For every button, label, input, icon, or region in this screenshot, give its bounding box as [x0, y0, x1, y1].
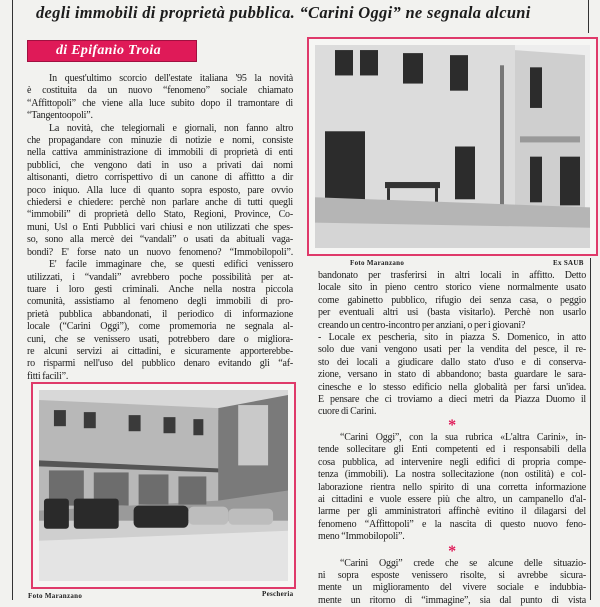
text-line: comunità, assistiamo al fenomeno degli immobili di pro-	[27, 296, 293, 308]
text-line: cuni, che se venissero usati, potrebbero dare o migliora-	[27, 333, 293, 345]
author-byline: di Epifanio Troia	[27, 40, 197, 62]
photo-credit-right: Foto Maranzano	[350, 259, 405, 267]
text-line: tende sollecitare gli Enti competenti ed i responsabili della	[318, 444, 586, 456]
text-line: muni, Usl o Enti Pubblici vari chiusi e non utilizzati che spes-	[27, 221, 293, 233]
text-line: fenomeno “Affittopoli” e la nascita di questo nuovo feno-	[318, 518, 586, 530]
right-article-column	[318, 270, 586, 607]
text-line: ro risparmi nell'uso del pubblico denaro evitando gli “af-	[27, 358, 293, 370]
right-rule-top	[588, 0, 589, 33]
text-line: so, sono alla mercè dei “vandali” o usati da abituali vaga-	[27, 234, 293, 246]
text-line: laborazione rientra nello spirito di una corretta informazione	[318, 481, 586, 493]
text-line: tenza (immobili). La nostra sollecitazione (non ostilità) e col-	[318, 469, 586, 481]
text-line: “Tangentoopoli”.	[27, 110, 93, 122]
photo-pescheria	[31, 382, 296, 589]
text-line: La novità, che telegiornali e giornali, non fanno altro	[49, 122, 293, 134]
text-line: E' facile immaginare che, se questi edifici venissero	[49, 259, 293, 271]
headline: degli immobili di proprietà pubblica. “Carini Oggi” ne segnala alcuni	[36, 3, 531, 22]
text-line: nella cattiva amministrazione di immobili di proprietà di enti	[27, 147, 293, 159]
text-line: prietà pubblica abbandonati, il periodico di informazione	[27, 308, 293, 320]
text-line: bondi? E' forse nato un nuovo fenomeno? “Immobilopoli”.	[27, 246, 293, 258]
text-line: re alcuni servizi ai cittadini, e sicuramente apporterebbe-	[27, 345, 293, 357]
text-line: poco iniquo. Alla luce di quanto sopra esposto, pare ovvio	[27, 184, 293, 196]
text-line: “Carini Oggi” crede che se alcune delle situazio-	[340, 557, 586, 569]
text-line: fitti facili”.	[27, 370, 69, 382]
text-line: utilizzati, i “vandali” avrebbero poche possibilità per at-	[27, 271, 293, 283]
text-line: cuore di Carini.	[318, 406, 377, 418]
asterisk-separator: *	[448, 542, 456, 560]
photo-caption-left: Pescheria	[262, 590, 294, 598]
photo-credit-left: Foto Maranzano	[28, 592, 83, 600]
text-line: “immobili” di proprietà dello Stato, Regioni, Province, Co-	[27, 209, 293, 221]
text-line: solo due vani vengono usati per la vendita del pesce, il re-	[318, 344, 586, 356]
text-line: locale (“Carini Oggi”), come promemoria ne segnala al-	[27, 321, 293, 333]
text-line: pubblici, che vengono dati in uso a privati dai nomi	[27, 159, 293, 171]
text-line: ni sopra esposte venissero risolte, si avrebbe sicura-	[318, 569, 586, 581]
asterisk-separator: *	[448, 416, 456, 434]
text-line: “Affittopoli” che viene alla luce subito dopo il tramontare di	[27, 97, 293, 109]
text-line: cosa pubblica, ad intervenire negli edifici di propria compe-	[318, 456, 586, 468]
paragraph-altra-carini	[318, 432, 586, 544]
text-line: zione, versano in stato di abbandono; basta guardare le sara-	[318, 369, 586, 381]
left-rule	[12, 0, 13, 600]
text-line: tuare i loro gesti criminali. Anche nella nostra piccola	[27, 283, 293, 295]
text-line: è costituita da un nuovo “fenomeno” sociale chiamato	[27, 85, 293, 97]
text-line: mente un ritorno di “immagine”, sia dal punto di vista	[318, 594, 586, 606]
text-line: In quest'ultimo scorcio dell'estate italiana '95 la novità	[49, 73, 293, 84]
text-line: “Carini Oggi”, con la sua rubrica «L'altra Carini», in-	[340, 431, 586, 443]
text-line: come gabinetto pubblico, rifugio dei senza casa, o peggio	[318, 294, 586, 306]
right-rule-bottom	[590, 258, 591, 600]
ex-saub-building-photo	[315, 45, 590, 248]
text-line: larme per gli amministratori affinchè evitino il dilagarsi del	[318, 506, 586, 518]
photo-ex-saub	[307, 37, 598, 256]
text-line: E pensare che ci troviamo a dieci metri da Piazza Duomo il	[318, 394, 586, 406]
photo-caption-right: Ex SAUB	[553, 259, 584, 267]
text-line: bandonato per trasferirsi in altri locali in affitto. Detto	[318, 270, 586, 281]
text-line: creando un centro-incontro per anziani, o per i giovani?	[318, 319, 526, 331]
text-line: che propagandare con minuzie di notizie e nomi, consiste	[27, 135, 293, 147]
text-line: chiedersi e chiedere: perchè non parlare anche di tutti quegli	[27, 197, 293, 209]
text-line: - Locale ex pescheria, sito in piazza S. Domenico, in atto	[318, 332, 586, 344]
text-line: per eventuali altri usi (basta visitarlo). Perchè non usarlo	[318, 307, 586, 319]
text-line: altisonanti, dietro corrispettivo di un canone di affittto a dir	[27, 172, 293, 184]
pescheria-building-photo	[39, 390, 288, 581]
text-line: cinesche e lo stesso edificio nella globalità per farsi un'idea.	[318, 381, 586, 393]
paragraph-ex-saub-pescheria	[318, 270, 586, 419]
text-line: mente un miglioramento del vivere sociale e indubbia-	[318, 582, 586, 594]
left-article-column	[27, 73, 293, 383]
text-line: ai cittadini e vuole essere più che altro, un campanello d'al-	[318, 493, 586, 505]
text-line: sto dei locali a giudicare dallo stato d'uso e di conserva-	[318, 356, 586, 368]
text-line: locale sito in pieno centro storico viene normalmente usato	[318, 282, 586, 294]
text-line: meno “Immobilopoli”.	[318, 531, 405, 543]
